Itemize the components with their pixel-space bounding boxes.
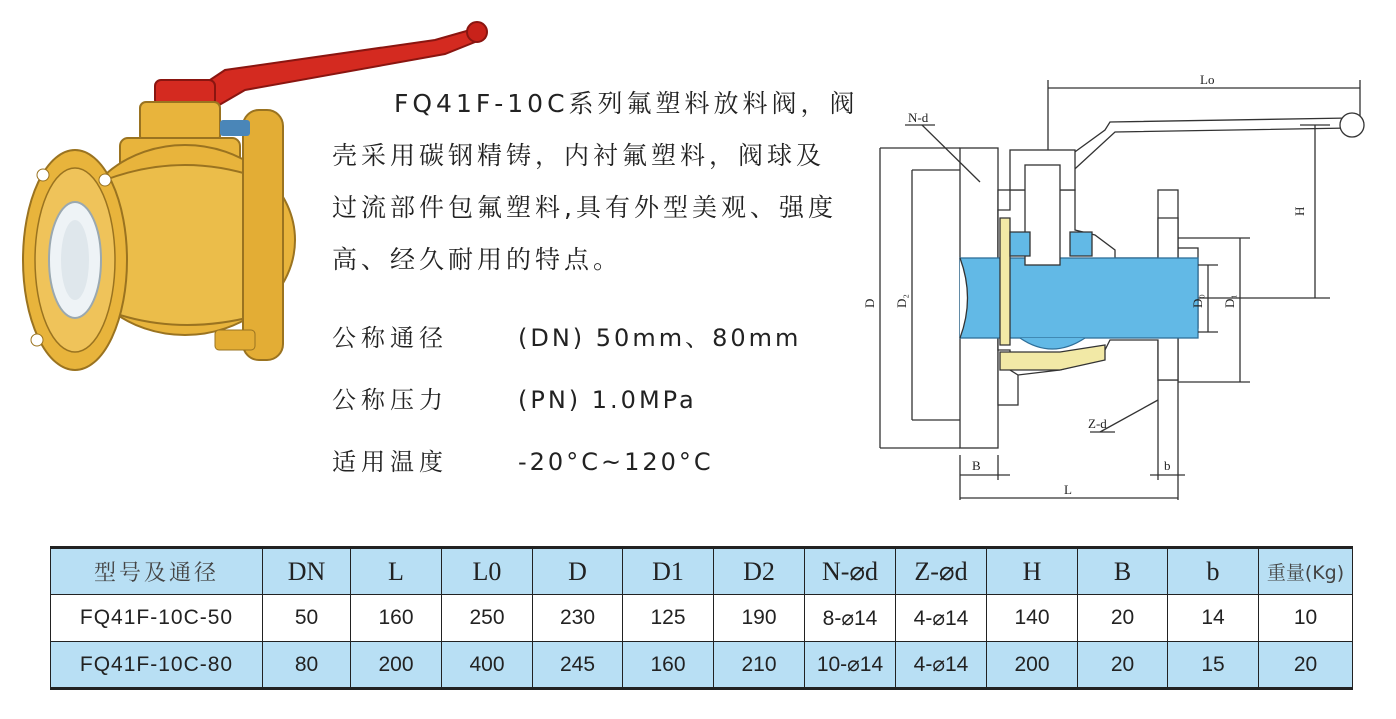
specification-table <box>50 546 1353 690</box>
header-d1: D1 <box>623 548 714 595</box>
spec-label: 公称压力 <box>332 386 448 414</box>
cell-model: FQ41F-10C-50 <box>51 595 263 642</box>
dim-label-d: D <box>862 298 877 308</box>
header-n-d: N-⌀d <box>805 548 896 595</box>
product-description <box>332 78 872 286</box>
spec-value: -20°C~120°C <box>518 448 714 476</box>
cell-weight: 20 <box>1259 642 1353 689</box>
cell-weight: 10 <box>1259 595 1353 642</box>
cell-d2: 210 <box>714 642 805 689</box>
spec-value: (DN) 50mm、80mm <box>518 324 802 352</box>
cell-l0: 400 <box>442 642 533 689</box>
header-model: 型号及通径 <box>51 548 263 595</box>
spec-nominal-pressure <box>332 380 697 415</box>
dim-label-b-lower: b <box>1164 458 1171 473</box>
spec-label: 适用温度 <box>332 448 448 476</box>
dim-label-l: L <box>1064 482 1072 497</box>
spec-label: 公称通径 <box>332 324 448 352</box>
cell-h: 200 <box>987 642 1078 689</box>
header-l0: L0 <box>442 548 533 595</box>
spec-temperature <box>332 442 714 477</box>
header-z-d: Z-⌀d <box>896 548 987 595</box>
dim-label-z-d: Z-d <box>1088 416 1107 431</box>
description-line-4: 高、经久耐用的特点。 <box>332 245 623 274</box>
cell-dn: 80 <box>263 642 351 689</box>
header-h: H <box>987 548 1078 595</box>
cell-n-d: 10-⌀14 <box>805 642 896 689</box>
dim-label-lo: Lo <box>1200 72 1215 87</box>
spec-nominal-diameter <box>332 318 801 353</box>
header-b-upper: B <box>1078 548 1168 595</box>
description-line-2: 壳采用碳钢精铸，内衬氟塑料，阀球及 <box>332 141 826 170</box>
cell-d: 245 <box>533 642 623 689</box>
cell-d2: 190 <box>714 595 805 642</box>
header-weight: 重量(Kg) <box>1259 548 1353 595</box>
cell-b-upper: 20 <box>1078 642 1168 689</box>
description-line-3: 过流部件包氟塑料,具有外型美观、强度 <box>332 193 837 222</box>
table-row <box>51 595 1353 642</box>
cell-b-upper: 20 <box>1078 595 1168 642</box>
cell-d1: 160 <box>623 642 714 689</box>
cell-n-d: 8-⌀14 <box>805 595 896 642</box>
cell-l: 200 <box>351 642 442 689</box>
cell-d1: 125 <box>623 595 714 642</box>
header-d2: D2 <box>714 548 805 595</box>
dim-label-h: H <box>1292 206 1307 216</box>
header-b-lower: b <box>1168 548 1259 595</box>
cell-dn: 50 <box>263 595 351 642</box>
cell-b-lower: 14 <box>1168 595 1259 642</box>
dim-label-b-upper: B <box>972 458 981 473</box>
table-header-row <box>51 548 1353 595</box>
cell-z-d: 4-⌀14 <box>896 595 987 642</box>
header-d: D <box>533 548 623 595</box>
cell-b-lower: 15 <box>1168 642 1259 689</box>
cell-model: FQ41F-10C-80 <box>51 642 263 689</box>
cell-l0: 250 <box>442 595 533 642</box>
description-line-1: FQ41F-10C系列氟塑料放料阀，阀 <box>394 89 859 118</box>
cell-d: 230 <box>533 595 623 642</box>
dim-label-d1: D₁ <box>1222 294 1237 308</box>
header-l: L <box>351 548 442 595</box>
dim-label-n-d: N-d <box>908 110 929 125</box>
valve-section-drawing <box>860 70 1380 510</box>
dim-label-d2: D₂ <box>894 294 909 308</box>
cell-h: 140 <box>987 595 1078 642</box>
spec-value: (PN) 1.0MPa <box>518 386 697 414</box>
cell-l: 160 <box>351 595 442 642</box>
header-dn: DN <box>263 548 351 595</box>
dim-label-d0: D₀ <box>1190 294 1205 308</box>
table-row <box>51 642 1353 689</box>
cell-z-d: 4-⌀14 <box>896 642 987 689</box>
